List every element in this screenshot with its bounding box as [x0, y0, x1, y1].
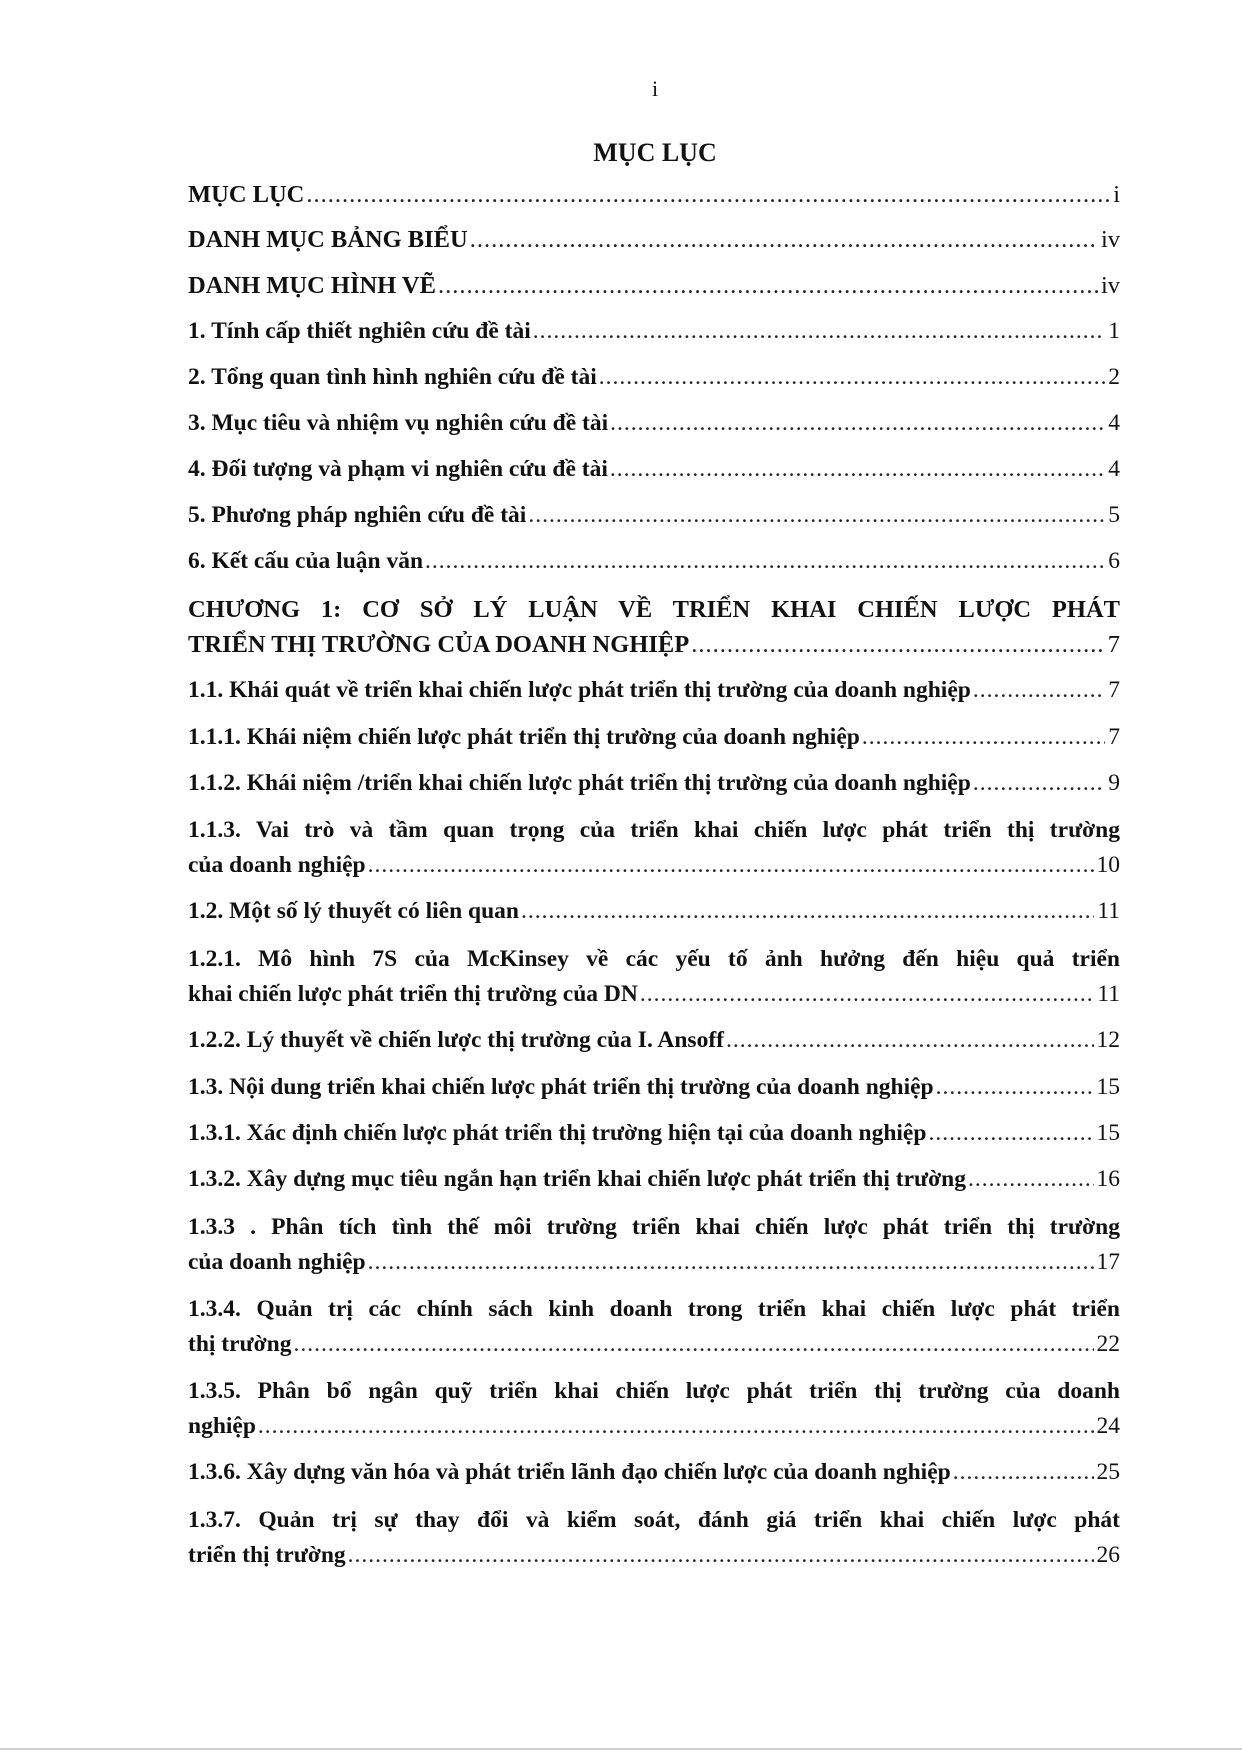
dot-leader [640, 977, 1095, 1012]
dot-leader [521, 894, 1094, 929]
toc-entry-page: 15 [1096, 1120, 1120, 1146]
toc-entry-title: thị trường [188, 1331, 292, 1357]
toc-entry-page: 5 [1108, 502, 1120, 528]
dot-leader [294, 1327, 1094, 1362]
toc-entry-page: 12 [1096, 1027, 1120, 1053]
toc-entry[interactable] [188, 1070, 1120, 1105]
toc-entry-title: nghiệp [188, 1413, 256, 1439]
toc-entry-title-line1: 1.3.3 . Phân tích tình thế môi trường triển khai chiến lược phát triển thị trường [188, 1214, 1120, 1240]
toc-entry-page: 1 [1108, 318, 1120, 344]
dot-leader [862, 720, 1105, 755]
toc-entry[interactable] [188, 360, 1120, 395]
toc-entry-title: của doanh nghiệp [188, 1249, 366, 1275]
dot-leader [470, 222, 1098, 257]
page-title: MỤC LỤC [593, 138, 717, 167]
toc-entry-title: 1. Tính cấp thiết nghiên cứu đề tài [188, 318, 531, 344]
dot-leader [610, 452, 1105, 487]
toc-entry-page: iv [1100, 272, 1120, 299]
dot-leader [726, 1023, 1094, 1058]
dot-leader [348, 1538, 1094, 1573]
toc-entry-page: 7 [1107, 631, 1120, 658]
toc-entry-page: 11 [1097, 898, 1120, 924]
toc-entry-page: 7 [1108, 677, 1120, 703]
toc-entry-title: TRIỂN THỊ TRƯỜNG CỦA DOANH NGHIỆP [188, 631, 690, 658]
toc-entry-title: DANH MỤC HÌNH VẼ [188, 272, 436, 299]
toc-entry[interactable] [188, 406, 1120, 441]
toc-entry-title: MỤC LỤC [188, 181, 305, 208]
dot-leader [968, 1162, 1094, 1197]
toc-entry-title: 5. Phương pháp nghiên cứu đề tài [188, 502, 527, 528]
page-bottom-edge [0, 1748, 1242, 1750]
dot-leader [610, 406, 1105, 441]
dot-leader [368, 1245, 1094, 1280]
toc-entry[interactable] [188, 1455, 1120, 1490]
toc-entry[interactable] [188, 268, 1120, 303]
toc-entry-page: 4 [1108, 410, 1120, 436]
page-number: i [651, 76, 659, 101]
dot-leader [973, 673, 1105, 708]
toc-entry[interactable] [188, 1023, 1120, 1058]
toc-entry[interactable] [188, 673, 1120, 708]
toc-entry[interactable] [188, 1374, 1120, 1444]
toc-entry-page: 22 [1096, 1331, 1120, 1357]
toc-entry[interactable] [188, 1503, 1120, 1573]
toc-entry-title: 1.1.1. Khái niệm chiến lược phát triển thị trường của doanh nghiệp [188, 724, 860, 750]
toc-entry[interactable] [188, 894, 1120, 929]
toc-entry[interactable] [188, 452, 1120, 487]
toc-entry-title: 1.2.2. Lý thuyết về chiến lược thị trường của I. Ansoff [188, 1027, 724, 1053]
toc-entry-title: 1.2. Một số lý thuyết có liên quan [188, 898, 519, 924]
toc-entry[interactable] [188, 1116, 1120, 1151]
toc-entry-title-line1: 1.3.5. Phân bổ ngân quỹ triển khai chiến lược phát triển thị trường của doanh [188, 1378, 1120, 1404]
toc-entry-page: 17 [1096, 1249, 1120, 1275]
toc-entry-page: 11 [1097, 981, 1120, 1007]
toc-entry[interactable] [188, 813, 1120, 883]
toc-entry[interactable] [188, 498, 1120, 533]
toc-entry-page: iv [1100, 226, 1120, 253]
toc-entry-title-line1: CHƯƠNG 1: CƠ SỞ LÝ LUẬN VỀ TRIỂN KHAI CHIẾN LƯỢC PHÁT [188, 596, 1120, 623]
toc-entry-page: 15 [1096, 1074, 1120, 1100]
toc-entry[interactable] [188, 1210, 1120, 1280]
toc-entry[interactable] [188, 177, 1120, 212]
toc-entry-page: 2 [1108, 364, 1120, 390]
dot-leader [973, 766, 1105, 801]
toc-entry[interactable] [188, 314, 1120, 349]
dot-leader [936, 1070, 1094, 1105]
dot-leader [599, 360, 1105, 395]
toc-entry-page: 26 [1096, 1542, 1120, 1568]
toc-entry-title: 3. Mục tiêu và nhiệm vụ nghiên cứu đề tài [188, 410, 609, 436]
toc-entry[interactable] [188, 222, 1120, 257]
toc-entry-page: i [1113, 181, 1120, 208]
toc-entry-title: triển thị trường [188, 1542, 346, 1568]
toc-entry-page: 7 [1108, 724, 1120, 750]
toc-entry-title: 1.3.2. Xây dựng mục tiêu ngắn hạn triển khai chiến lược phát triển thị trường [188, 1166, 966, 1192]
dot-leader [306, 177, 1110, 212]
toc-entry-page: 16 [1096, 1166, 1120, 1192]
toc-entry[interactable] [188, 592, 1120, 662]
toc-entry[interactable] [188, 1162, 1120, 1197]
toc-entry-page: 10 [1096, 852, 1120, 878]
toc-entry-title: DANH MỤC BẢNG BIỂU [188, 226, 468, 253]
toc-entry-title: 6. Kết cấu của luận văn [188, 548, 424, 574]
toc-entry-title: 1.3. Nội dung triển khai chiến lược phát triển thị trường của doanh nghiệp [188, 1074, 934, 1100]
toc-entry-title-line1: 1.3.7. Quản trị sự thay đổi và kiểm soát, đánh giá triển khai chiến lược phát [188, 1507, 1120, 1533]
dot-leader [368, 848, 1094, 883]
toc-entry[interactable] [188, 544, 1120, 579]
toc-entry-title: 1.1. Khái quát về triển khai chiến lược phát triển thị trường của doanh nghiệp [188, 677, 971, 703]
dot-leader [438, 268, 1098, 303]
toc-entry[interactable] [188, 1292, 1120, 1362]
toc-entry-page: 24 [1096, 1413, 1120, 1439]
toc-entry-title-line1: 1.1.3. Vai trò và tầm quan trọng của triển khai chiến lược phát triển thị trường [188, 817, 1120, 843]
dot-leader [425, 544, 1105, 579]
toc-entry-page: 9 [1108, 770, 1120, 796]
dot-leader [533, 314, 1106, 349]
toc-entry-title-line1: 1.3.4. Quản trị các chính sách kinh doanh trong triển khai chiến lược phát triển [188, 1296, 1120, 1322]
toc-entry-title: của doanh nghiệp [188, 852, 366, 878]
dot-leader [691, 627, 1105, 662]
toc-entry[interactable] [188, 942, 1120, 1012]
toc-entry-page: 25 [1096, 1459, 1120, 1485]
toc-entry-title: 1.3.6. Xây dựng văn hóa và phát triển lãnh đạo chiến lược của doanh nghiệp [188, 1459, 951, 1485]
toc-entry[interactable] [188, 720, 1120, 755]
toc-entry-title: 1.1.2. Khái niệm /triển khai chiến lược phát triển thị trường của doanh nghiệp [188, 770, 971, 796]
toc-entry-page: 6 [1108, 548, 1120, 574]
toc-entry-title: 1.3.1. Xác định chiến lược phát triển thị trường hiện tại của doanh nghiệp [188, 1120, 927, 1146]
dot-leader [953, 1455, 1094, 1490]
toc-entry-title: 4. Đối tượng và phạm vi nghiên cứu đề tài [188, 456, 608, 482]
toc-entry-title-line1: 1.2.1. Mô hình 7S của McKinsey về các yếu tố ảnh hưởng đến hiệu quả triển [188, 946, 1120, 972]
toc-entry-title: 2. Tổng quan tình hình nghiên cứu đề tài [188, 364, 597, 390]
dot-leader [528, 498, 1105, 533]
toc-entry[interactable] [188, 766, 1120, 801]
dot-leader [928, 1116, 1093, 1151]
dot-leader [258, 1409, 1094, 1444]
toc-entry-page: 4 [1108, 456, 1120, 482]
toc-entry-title: khai chiến lược phát triển thị trường của DN [188, 981, 638, 1007]
